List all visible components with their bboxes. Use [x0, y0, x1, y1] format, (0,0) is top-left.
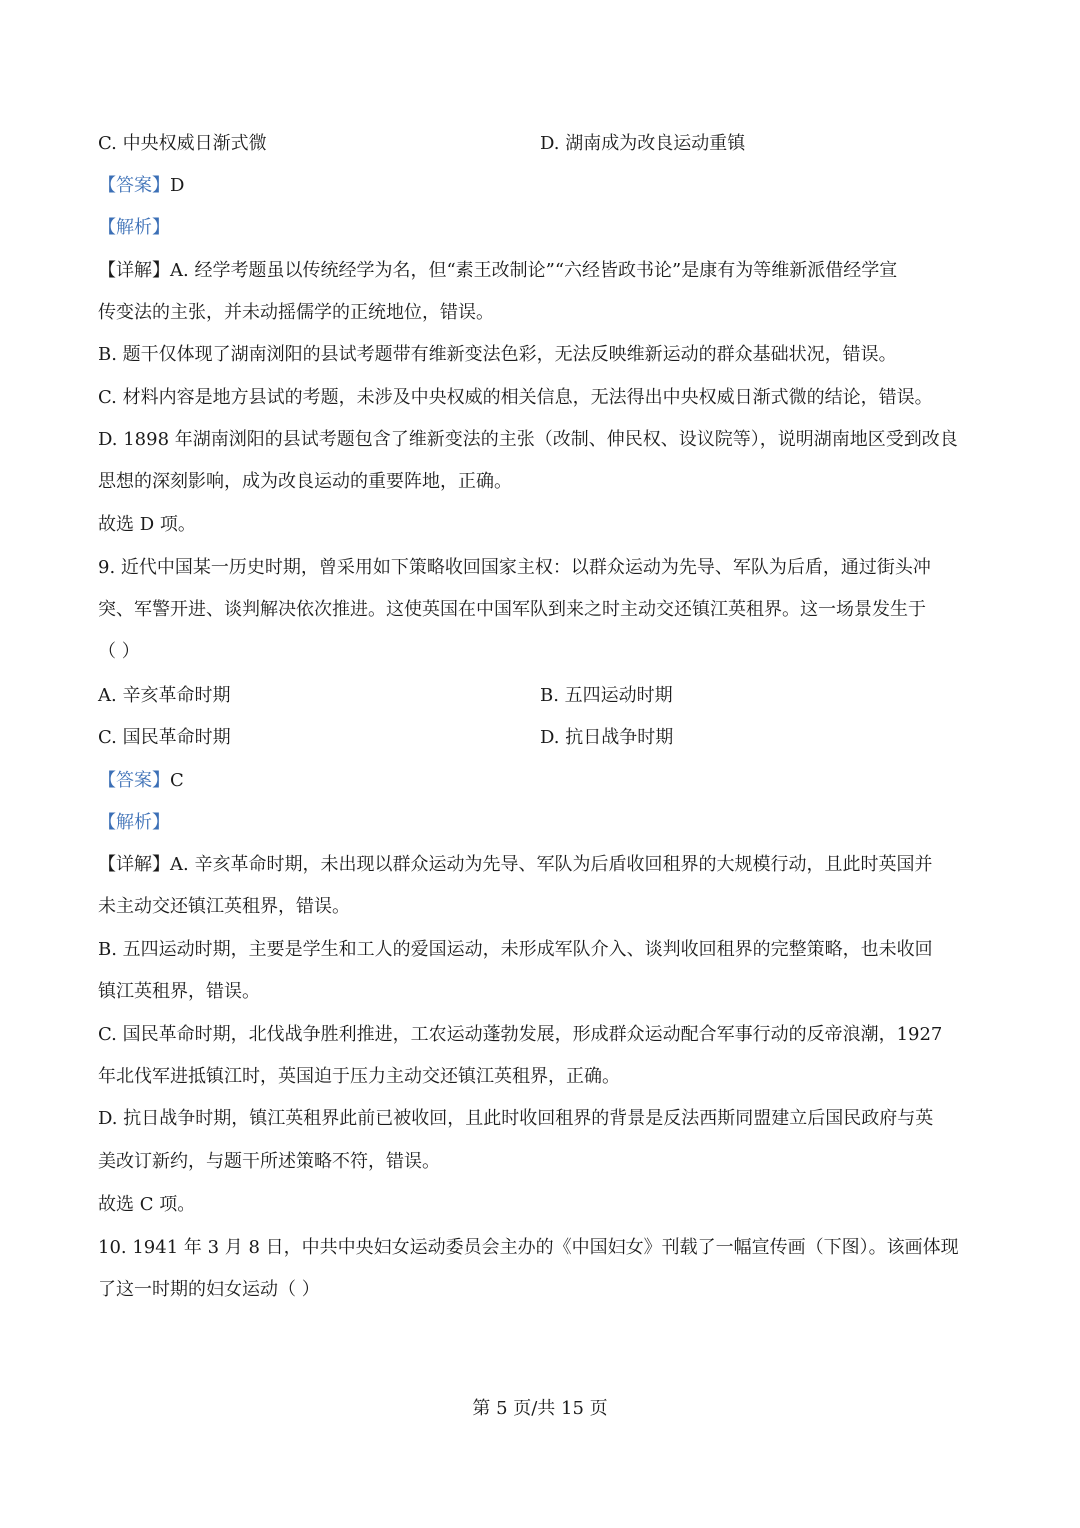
q8-detail-d-line1: D. 1898 年湖南浏阳的县试考题包含了维新变法的主张（改制、伸民权、设议院等），说明湖南地区受到改良: [98, 429, 958, 450]
q9-answer: [98, 767, 184, 795]
q9-option-c: C. 国民革命时期: [98, 727, 231, 748]
answer-label: 【答案】: [98, 770, 170, 791]
q9-detail-a-line2: 未主动交还镇江英租界，错误。: [98, 896, 350, 917]
q10-stem-line2: 了这一时期的妇女运动（ ）: [98, 1279, 320, 1300]
q8-detail-b: B. 题干仅体现了湖南浏阳的县试考题带有维新变法色彩，无法反映维新运动的群众基础状况，错误。: [98, 344, 897, 365]
q8-answer: [98, 172, 184, 200]
q8-conclusion: 故选 D 项。: [98, 514, 196, 535]
q8-detail-a-line1: [98, 257, 897, 285]
q9-stem-line3: （ ）: [98, 641, 140, 662]
q9-detail-c-line2: 年北伐军进抵镇江时，英国迫于压力主动交还镇江英租界，正确。: [98, 1066, 620, 1087]
q9-detail-b-line1: B. 五四运动时期，主要是学生和工人的爱国运动，未形成军队介入、谈判收回租界的完整策略，也未收回: [98, 939, 933, 960]
q9-stem-line1: 9. 近代中国某一历史时期，曾采用如下策略收回国家主权：以群众运动为先导、军队为后盾，通过街头冲: [98, 557, 931, 578]
q8-detail-d-line2: 思想的深刻影响，成为改良运动的重要阵地，正确。: [98, 471, 512, 492]
q10-stem-line1: 10. 1941 年 3 月 8 日，中共中央妇女运动委员会主办的《中国妇女》刊载了一幅宣传画（下图）。该画体现: [98, 1237, 959, 1258]
detail-label: 【详解】: [98, 854, 170, 875]
q8-detail-c: C. 材料内容是地方县试的考题，未涉及中央权威的相关信息，无法得出中央权威日渐式微的结论，错误。: [98, 387, 933, 408]
answer-value: D: [170, 175, 185, 196]
q8-option-c: C. 中央权威日渐式微: [98, 133, 267, 154]
q8-detail-a-line2: 传变法的主张，并未动摇儒学的正统地位，错误。: [98, 302, 494, 323]
q9-stem-line2: 突、军警开进、谈判解决依次推进。这使英国在中国军队到来之时主动交还镇江英租界。这一场景发生于: [98, 599, 926, 620]
q8-analysis-label: 【解析】: [98, 217, 170, 238]
q9-conclusion: 故选 C 项。: [98, 1194, 196, 1215]
detail-text: A. 经学考题虽以传统经学为名，但“素王改制论”“六经皆政书论”是康有为等维新派借经学宣: [170, 260, 898, 281]
q9-detail-d-line1: D. 抗日战争时期，镇江英租界此前已被收回，且此时收回租界的背景是反法西斯同盟建立后国民政府与英: [98, 1108, 934, 1129]
q9-detail-b-line2: 镇江英租界，错误。: [98, 981, 260, 1002]
detail-label: 【详解】: [98, 260, 170, 281]
answer-value: C: [170, 770, 184, 791]
q9-detail-a-line1: [98, 851, 932, 879]
detail-text: A. 辛亥革命时期，未出现以群众运动为先导、军队为后盾收回租界的大规模行动，且此时英国并: [170, 854, 933, 875]
answer-label: 【答案】: [98, 175, 170, 196]
q9-detail-c-line1: C. 国民革命时期，北伐战争胜利推进，工农运动蓬勃发展，形成群众运动配合军事行动的反帝浪潮，1927: [98, 1024, 943, 1045]
q8-option-d: D. 湖南成为改良运动重镇: [540, 133, 746, 154]
page-number: 第 5 页/共 15 页: [472, 1398, 608, 1419]
q9-option-a: A. 辛亥革命时期: [98, 685, 231, 706]
q9-analysis-label: 【解析】: [98, 812, 170, 833]
q9-option-d: D. 抗日战争时期: [540, 727, 674, 748]
q9-detail-d-line2: 美改订新约，与题干所述策略不符，错误。: [98, 1151, 440, 1172]
q9-option-b: B. 五四运动时期: [540, 685, 673, 706]
